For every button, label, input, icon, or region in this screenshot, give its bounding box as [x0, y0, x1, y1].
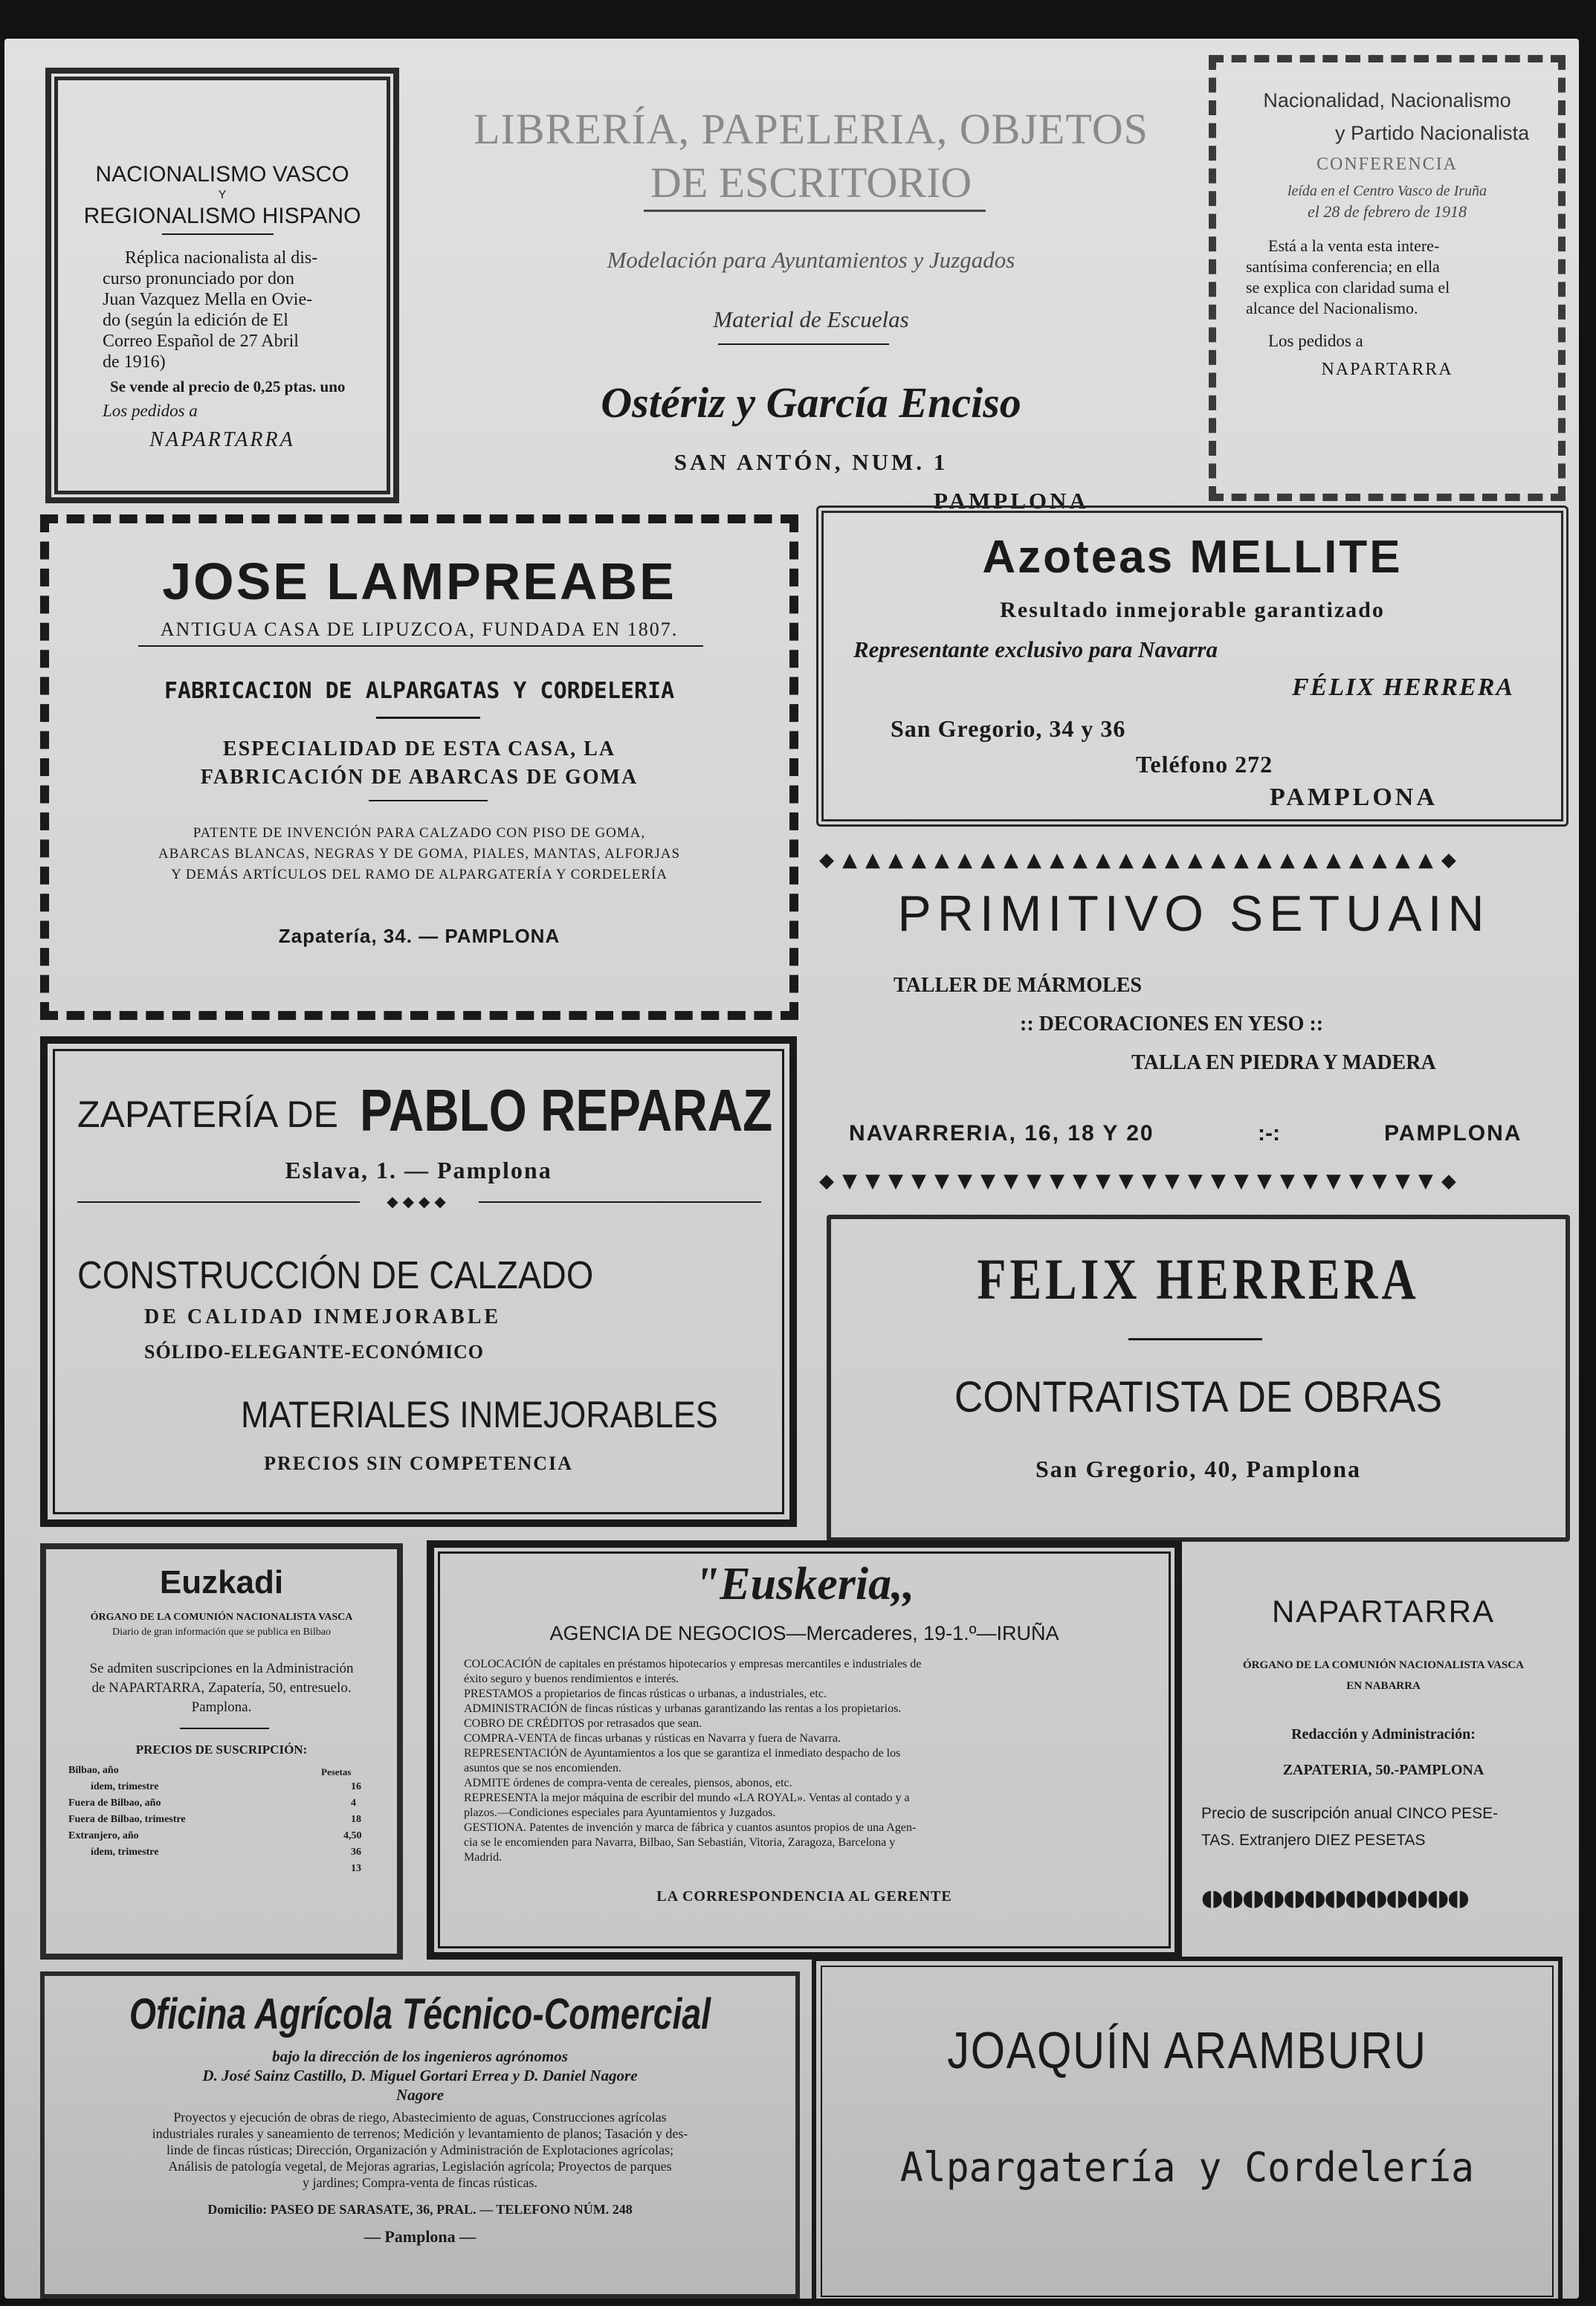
euskeria-footer: LA CORRESPONDENCIA AL GERENTE	[656, 1888, 952, 1905]
nacionalismo-y: Y	[218, 189, 227, 201]
setuain-line2: :: DECORACIONES EN YESO ::	[1020, 1012, 1324, 1036]
napartarra-organ1: ÓRGANO DE LA COMUNIÓN NACIONALISTA VASCA	[1243, 1659, 1524, 1671]
lampreabe-subtitle-rule	[138, 645, 703, 647]
oficina-body-5: y jardines; Compra-venta de fincas rústicas.	[303, 2175, 537, 2190]
reparaz-ad	[40, 1036, 797, 1527]
lampreabe-special-rule	[369, 800, 488, 801]
napartarra-price2: TAS. Extranjero DIEZ PESETAS	[1201, 1832, 1426, 1849]
napartarra-price1: Precio de suscripción anual CINCO PESE-	[1201, 1805, 1499, 1822]
setuain-city: PAMPLONA	[1384, 1121, 1522, 1146]
reparaz-ornament: ◆◆◆◆	[387, 1192, 450, 1210]
euskeria-item-6: COMPRA-VENTA de fincas urbanas y rústicas en Navarra y fuera de Navarra.	[464, 1732, 841, 1745]
euzkadi-rule	[180, 1728, 269, 1729]
nacionalismo-body-6: de 1916)	[103, 352, 166, 372]
euzkadi-price-label-1: Bilbao, año	[68, 1765, 119, 1776]
nacionalismo-body-5: Correo Español de 27 Abril	[103, 332, 299, 351]
euskeria-item-11: plazos.—Condiciones especiales para Ayuntamientos y Juzgados.	[464, 1806, 776, 1819]
oficina-ad	[40, 1971, 800, 2299]
conferencia-title1: Nacionalidad, Nacionalismo	[1263, 89, 1511, 112]
setuain-address: NAVARRERIA, 16, 18 Y 20	[849, 1121, 1154, 1146]
napartarra-title: NAPARTARRA	[1271, 1594, 1496, 1629]
euzkadi-price-value-4: 4,50	[343, 1830, 362, 1841]
euzkadi-price-value-2: 4	[351, 1798, 356, 1809]
conferencia-read1: leída en el Centro Vasco de Iruña	[1287, 183, 1487, 199]
reparaz-line4: MATERIALES INMEJORABLES	[241, 1394, 718, 1435]
libreria-ad	[421, 61, 1201, 537]
euzkadi-sub1: ÓRGANO DE LA COMUNIÓN NACIONALISTA VASCA	[90, 1612, 353, 1623]
azoteas-ad	[816, 506, 1568, 827]
azoteas-person: FÉLIX HERRERA	[1292, 674, 1515, 701]
oficina-body-4: Análisis de patología vegetal, de Mejoras agrarias, Legislación agrícola; Proyectos de parques	[168, 2159, 672, 2174]
libreria-rule-2	[718, 343, 889, 345]
reparaz-prefix: ZAPATERÍA DE	[77, 1094, 339, 1135]
lampreabe-patent2: ABARCAS BLANCAS, NEGRAS Y DE GOMA, PIALES, MANTAS, ALFORJAS	[158, 846, 681, 862]
azoteas-address: San Gregorio, 34 y 36	[891, 715, 1126, 742]
oficina-title: Oficina Agrícola Técnico-Comercial	[129, 1990, 711, 2038]
libreria-address: SAN ANTÓN, NUM. 1	[673, 449, 949, 475]
nacionalismo-publisher: NAPARTARRA	[149, 428, 295, 451]
euzkadi-price-label-4: Fuera de Bilbao, trimestre	[68, 1814, 186, 1825]
conferencia-ad	[1209, 55, 1566, 501]
euskeria-item-4: ADMINISTRACIÓN de fincas rústicas y urbanas garantizando las rentas a los propietarios.	[464, 1702, 902, 1715]
lampreabe-fabric: FABRICACION DE ALPARGATAS Y CORDELERIA	[164, 678, 675, 704]
euskeria-title: "Euskeria,,	[694, 1559, 915, 1609]
azoteas-city: PAMPLONA	[1270, 784, 1438, 811]
setuain-bottom-triangles: ◆▼▼▼▼▼▼▼▼▼▼▼▼▼▼▼▼▼▼▼▼▼▼▼▼▼▼◆	[819, 1170, 1464, 1192]
nacionalismo-body-4: do (según la edición de El	[103, 311, 288, 330]
euskeria-item-10: REPRESENTA la mejor máquina de escribir del mundo «LA ROYAL». Ventas al contado y a	[464, 1792, 910, 1804]
conferencia-publisher: NAPARTARRA	[1321, 360, 1453, 379]
conferencia-body-4: alcance del Nacionalismo.	[1246, 299, 1418, 317]
herrera-name: FELIX HERRERA	[977, 1247, 1420, 1311]
napartarra-organ2: EN NABARRA	[1346, 1680, 1421, 1692]
nacionalismo-title1: NACIONALISMO VASCO	[95, 162, 349, 187]
oficina-city: — Pamplona —	[364, 2227, 476, 2246]
herrera-ad	[827, 1215, 1570, 1542]
lampreabe-subtitle: ANTIGUA CASA DE LIPUZCOA, FUNDADA EN 1807.	[160, 619, 679, 640]
nacionalismo-body-1: Réplica nacionalista al dis-	[125, 248, 318, 268]
euzkadi-sub2: Diario de gran información que se publica en Bilbao	[112, 1627, 331, 1638]
azoteas-phone: Teléfono 272	[1136, 751, 1273, 778]
nacionalismo-orders: Los pedidos a	[103, 401, 198, 420]
euzkadi-price-value-5: 36	[351, 1847, 361, 1858]
setuain-name: PRIMITIVO SETUAIN	[897, 885, 1490, 942]
oficina-address: Domicilio: PASEO DE SARASATE, 36, PRAL. — TELEFONO NÚM. 248	[207, 2202, 633, 2217]
euskeria-item-8: asuntos que se nos encomienden.	[464, 1762, 621, 1774]
herrera-rule	[1128, 1338, 1262, 1340]
euzkadi-text-3: Pamplona.	[191, 1699, 252, 1715]
euzkadi-price-label-2: ídem, trimestre	[91, 1781, 159, 1792]
lampreabe-fabric-rule	[376, 717, 480, 719]
euskeria-item-2: éxito seguro y buenos rendimientos e interés.	[464, 1673, 679, 1685]
reparaz-rule-right	[479, 1201, 761, 1203]
euskeria-ad	[427, 1540, 1182, 1960]
aramburu-line1: Alpargatería y Cordelería	[899, 2144, 1475, 2191]
nacionalismo-body-3: Juan Vazquez Mella en Ovie-	[103, 290, 313, 309]
euzkadi-price-label-6: ídem, trimestre	[91, 1847, 159, 1858]
oficina-dir1: bajo la dirección de los ingenieros agrónomos	[272, 2047, 568, 2065]
euzkadi-text-1: Se admiten suscripciones en la Administración	[89, 1661, 354, 1676]
lampreabe-address: Zapatería, 34. — PAMPLONA	[278, 925, 560, 947]
nacionalismo-body-2: curso pronunciado por don	[103, 269, 294, 288]
euskeria-agency: AGENCIA DE NEGOCIOS—Mercaderes, 19-1.º—IRUÑA	[549, 1622, 1059, 1644]
euzkadi-text-2: de NAPARTARRA, Zapatería, 50, entresuelo.	[91, 1680, 352, 1696]
azoteas-result: Resultado inmejorable garantizado	[1000, 598, 1385, 622]
napartarra-admin2: ZAPATERIA, 50.-PAMPLONA	[1282, 1762, 1484, 1778]
conferencia-body-2: santísima conferencia; en ella	[1246, 257, 1440, 276]
nacionalismo-title2: REGIONALISMO HISPANO	[83, 204, 361, 228]
euzkadi-price-value-3: 18	[351, 1814, 361, 1825]
setuain-ad	[819, 849, 1568, 1221]
conferencia-title2: y Partido Nacionalista	[1335, 122, 1530, 144]
reparaz-line1: CONSTRUCCIÓN DE CALZADO	[77, 1254, 594, 1297]
setuain-line3: TALLA EN PIEDRA Y MADERA	[1131, 1051, 1436, 1074]
setuain-top-triangles: ◆▲▲▲▲▲▲▲▲▲▲▲▲▲▲▲▲▲▲▲▲▲▲▲▲▲▲◆	[819, 849, 1464, 871]
euskeria-item-7: REPRESENTACIÓN de Ayuntamientos a los que se garantiza el inmediato despacho de los	[464, 1747, 901, 1760]
nacionalismo-divider	[162, 233, 274, 235]
conferencia-subtitle: CONFERENCIA	[1316, 155, 1458, 174]
libreria-title1: LIBRERÍA, PAPELERIA, OBJETOS	[474, 105, 1148, 153]
nacionalismo-ad	[48, 70, 397, 501]
euzkadi-prices-head: Pesetas	[321, 1766, 352, 1777]
aramburu-ad	[812, 1957, 1563, 2299]
napartarra-wave-border: ◖◗◖◗◖◗◖◗◖◗◖◗◖◗◖◗◖◗◖◗◖◗◖◗◖◗	[1201, 1885, 1468, 1911]
napartarra-ad	[1194, 1555, 1573, 1963]
euskeria-item-1: COLOCACIÓN de capitales en préstamos hipotecarios y empresas mercantiles e industriales de	[464, 1658, 922, 1670]
euzkadi-price-value-1: 16	[351, 1781, 361, 1792]
azoteas-title: Azoteas MELLITE	[982, 532, 1403, 583]
lampreabe-special2: FABRICACIÓN DE ABARCAS DE GOMA	[200, 766, 639, 789]
lampreabe-patent1: PATENTE DE INVENCIÓN PARA CALZADO CON PISO DE GOMA,	[193, 825, 646, 841]
reparaz-address: Eslava, 1. — Pamplona	[285, 1157, 552, 1183]
azoteas-rep: Representante exclusivo para Navarra	[853, 636, 1218, 662]
libreria-line1: Modelación para Ayuntamientos y Juzgados	[607, 247, 1015, 273]
libreria-line2: Material de Escuelas	[713, 306, 909, 332]
oficina-body-3: linde de fincas rústicas; Dirección, Organización y Administración de Explotaciones agrícolas;	[167, 2142, 673, 2157]
nacionalismo-price: Se vende al precio de 0,25 ptas. uno	[110, 378, 346, 395]
euzkadi-price-value-6: 13	[351, 1863, 361, 1874]
libreria-city: PAMPLONA	[934, 488, 1089, 514]
herrera-line1: CONTRATISTA DE OBRAS	[954, 1373, 1443, 1421]
conferencia-read2: el 28 de febrero de 1918	[1307, 202, 1467, 221]
napartarra-admin1: Redacción y Administración:	[1291, 1726, 1476, 1743]
euskeria-item-13: cia se le encomienden para Navarra, Bilbao, San Sebastián, Vitoria, Zaragoza, Barcelona y	[464, 1836, 896, 1849]
paper-sheet	[4, 39, 1579, 2299]
lampreabe-name: JOSE LAMPREABE	[162, 552, 676, 610]
reparaz-line5: PRECIOS SIN COMPETENCIA	[264, 1453, 573, 1474]
lampreabe-patent3: Y DEMÁS ARTÍCULOS DEL RAMO DE ALPARGATERÍA Y CORDELERÍA	[171, 867, 668, 882]
conferencia-orders: Los pedidos a	[1268, 332, 1363, 350]
euzkadi-prices-title: PRECIOS DE SUSCRIPCIÓN:	[135, 1743, 308, 1757]
libreria-title2: DE ESCRITORIO	[650, 158, 972, 207]
lampreabe-special1: ESPECIALIDAD DE ESTA CASA, LA	[222, 737, 616, 760]
reparaz-name: PABLO REPARAZ	[360, 1077, 773, 1143]
lampreabe-ad	[40, 514, 798, 1020]
oficina-dir2: D. José Sainz Castillo, D. Miguel Gortari Errea y D. Daniel Nagore	[202, 2067, 638, 2084]
reparaz-line2: DE CALIDAD INMEJORABLE	[144, 1305, 502, 1328]
conferencia-body-3: se explica con claridad suma el	[1246, 278, 1450, 297]
euzkadi-price-label-5: Extranjero, año	[68, 1830, 139, 1841]
herrera-address: San Gregorio, 40, Pamplona	[1035, 1456, 1362, 1482]
euskeria-item-14: Madrid.	[464, 1851, 503, 1864]
euskeria-item-12: GESTIONA. Patentes de invención y marca de fábrica y cuantos asuntos propios de una Agen-	[464, 1821, 917, 1834]
libreria-rule-1	[644, 210, 986, 212]
setuain-sep: :-:	[1258, 1121, 1280, 1146]
oficina-dir3: Nagore	[395, 2086, 445, 2104]
aramburu-name: JOAQUÍN ARAMBURU	[947, 2021, 1427, 2079]
euskeria-item-3: PRESTAMOS a propietarios de fincas rústicas o urbanas, a industriales, etc.	[464, 1687, 827, 1700]
libreria-name: Ostériz y García Enciso	[601, 378, 1021, 427]
euskeria-item-9: ADMITE órdenes de compra-venta de cereales, piensos, abonos, etc.	[464, 1777, 792, 1789]
euskeria-item-5: COBRO DE CRÉDITOS por retrasados que sean.	[464, 1717, 702, 1730]
euzkadi-ad	[40, 1543, 403, 1960]
euzkadi-title: Euzkadi	[159, 1564, 284, 1601]
setuain-line1: TALLER DE MÁRMOLES	[894, 974, 1142, 997]
conferencia-body-1: Está a la venta esta intere-	[1268, 236, 1440, 255]
oficina-body-2: industriales rurales y saneamiento de terrenos; Medición y levantamiento de planos; Tasación y des-	[152, 2126, 688, 2141]
reparaz-line3: SÓLIDO-ELEGANTE-ECONÓMICO	[144, 1341, 484, 1363]
oficina-body-1: Proyectos y ejecución de obras de riego, Abastecimiento de aguas, Construcciones agrícolas	[173, 2110, 667, 2125]
euzkadi-price-label-3: Fuera de Bilbao, año	[68, 1798, 161, 1809]
